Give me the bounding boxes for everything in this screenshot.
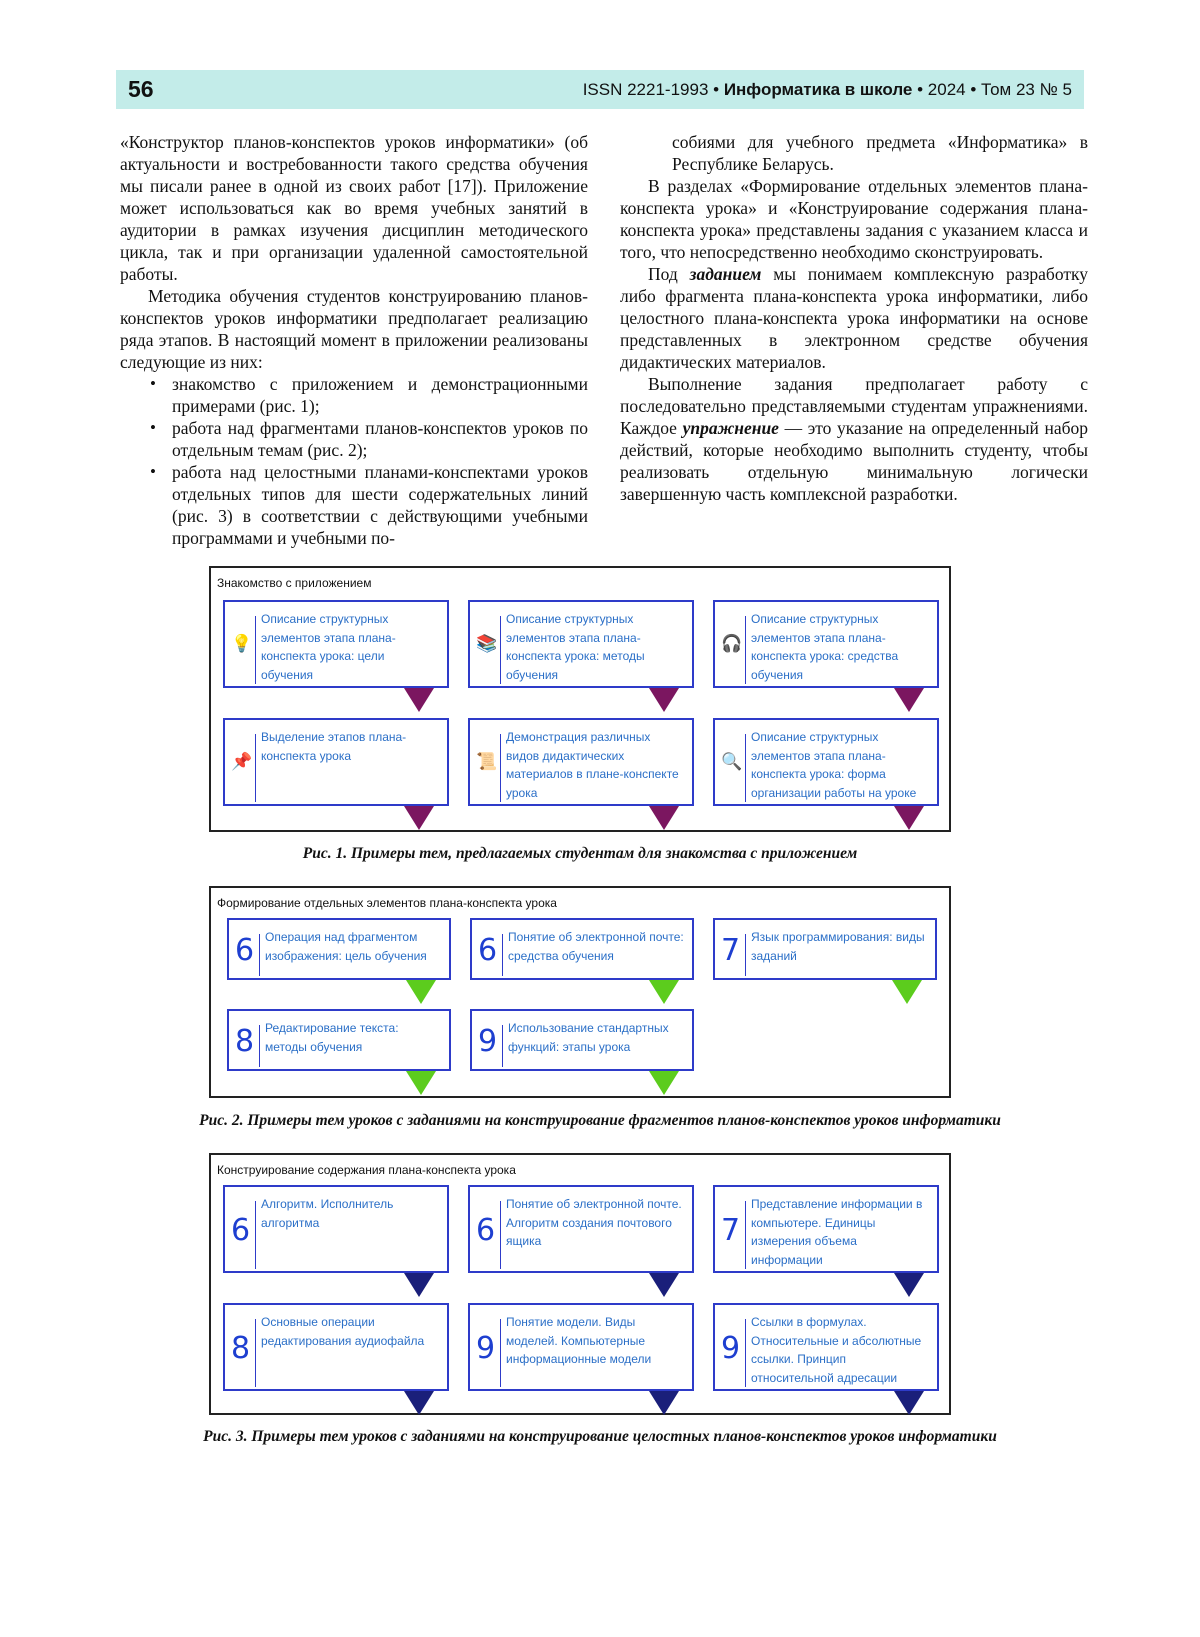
page-number: 56 xyxy=(128,76,154,102)
card-divider xyxy=(255,616,256,684)
expand-triangle-icon[interactable] xyxy=(649,1071,679,1095)
expand-triangle-icon[interactable] xyxy=(404,1273,434,1297)
topic-card[interactable] xyxy=(227,918,451,980)
grade-number: 8 xyxy=(231,1331,251,1366)
expand-triangle-icon[interactable] xyxy=(649,1391,679,1415)
topic-card[interactable] xyxy=(468,718,694,806)
card-divider xyxy=(500,616,501,684)
lightbulb-icon: 💡 xyxy=(231,634,253,653)
expand-triangle-icon[interactable] xyxy=(649,688,679,712)
card-divider xyxy=(745,1201,746,1269)
topic-card[interactable] xyxy=(468,1303,694,1391)
topic-card[interactable] xyxy=(470,918,694,980)
card-divider xyxy=(259,934,260,976)
card-topic-text: Редактирование текста: методы обучения xyxy=(265,1021,399,1054)
expand-triangle-icon[interactable] xyxy=(894,806,924,830)
grade-number: 9 xyxy=(476,1331,496,1366)
figure-1 xyxy=(209,566,951,832)
expand-triangle-icon[interactable] xyxy=(404,806,434,830)
grade-number: 6 xyxy=(478,933,498,968)
list-item: • знакомство с приложением и демонстрационными примерами (рис. 1); xyxy=(172,373,588,417)
headphones-icon: 🎧 xyxy=(721,634,743,653)
topic-card[interactable] xyxy=(713,718,939,806)
list-item: • работа над целостными планами-конспектами уроков отдельных типов для шести содержательных линий (рис. 3) в соответствии с действующими учебными программами и учебными по- xyxy=(172,461,588,549)
card-divider xyxy=(255,1201,256,1269)
page-header xyxy=(116,70,1084,109)
text-run: Выполнение задания предполагает работу с последовательно представляемыми студентам упражнениями. Каждое xyxy=(620,374,1088,438)
topic-card[interactable] xyxy=(468,1185,694,1273)
grade-number: 6 xyxy=(231,1213,251,1248)
issn: ISSN 2221-1993 xyxy=(582,79,709,99)
topic-card[interactable] xyxy=(713,600,939,688)
grade-number: 8 xyxy=(235,1024,255,1059)
topic-card[interactable] xyxy=(223,1303,449,1391)
expand-triangle-icon[interactable] xyxy=(649,980,679,1004)
figure-caption: Рис. 3. Примеры тем уроков с заданиями на конструирование целостных планов-конспектов уроков информатики xyxy=(203,1428,997,1445)
figure-title: Конструирование содержания плана-конспекта урока xyxy=(217,1163,516,1177)
card-topic-text: Основные операции редактирования аудиофайла xyxy=(261,1315,425,1348)
magnifier-icon: 🔍 xyxy=(721,752,743,771)
term-emphasis: упражнение xyxy=(682,418,779,438)
card-topic-text: Операция над фрагментом изображения: цель обучения xyxy=(265,930,427,963)
paragraph: собиями для учебного предмета «Информатика» в Республике Беларусь. xyxy=(672,132,1088,174)
list-item: • работа над фрагментами планов-конспектов уроков по отдельным темам (рис. 2); xyxy=(172,417,588,461)
expand-triangle-icon[interactable] xyxy=(894,1391,924,1415)
text-run: — это указание на определенный набор действий, которые необходимо выполнить студенту, чтобы реализовать отдельную минимальную логически завершенную часть комплексной разработки. xyxy=(620,418,1088,504)
card-divider xyxy=(502,1025,503,1067)
figure-title: Знакомство с приложением xyxy=(217,576,372,590)
card-topic-text: Понятие об электронной почте: средства обучения xyxy=(508,930,684,963)
topic-card[interactable] xyxy=(227,1009,451,1071)
card-topic-text: Описание структурных элементов этапа плана-конспекта урока: средства обучения xyxy=(751,612,899,682)
figure-3 xyxy=(209,1153,951,1415)
card-topic-text: Выделение этапов плана-конспекта урока xyxy=(261,730,407,763)
card-divider xyxy=(255,734,256,802)
card-divider xyxy=(745,734,746,802)
figure-title: Формирование отдельных элементов плана-конспекта урока xyxy=(217,896,557,910)
topic-card[interactable] xyxy=(468,600,694,688)
expand-triangle-icon[interactable] xyxy=(404,688,434,712)
card-topic-text: Описание структурных элементов этапа плана-конспекта урока: форма организации работы на уроке xyxy=(751,730,917,800)
paragraph: В разделах «Формирование отдельных элементов плана-конспекта урока» и «Конструирование содержания плана-конспекта урока» представлены задания с указанием класса и того, что непосредственно необходимо сконструировать. xyxy=(620,176,1088,262)
card-topic-text: Понятие об электронной почте. Алгоритм создания почтового ящика xyxy=(506,1197,682,1248)
card-divider xyxy=(255,1319,256,1387)
card-divider xyxy=(502,934,503,976)
topic-card[interactable] xyxy=(223,1185,449,1273)
topic-card[interactable] xyxy=(713,1303,939,1391)
paragraph: Методика обучения студентов конструированию планов-конспектов уроков информатики предполагает реализацию ряда этапов. В настоящий момент в приложении реализованы следующие из них: xyxy=(120,286,588,372)
figure-caption: Рис. 2. Примеры тем уроков с заданиями на конструирование фрагментов планов-конспектов уроков информатики xyxy=(199,1112,1001,1129)
card-topic-text: Понятие модели. Виды моделей. Компьютерные информационные модели xyxy=(506,1315,652,1366)
card-divider xyxy=(259,1025,260,1067)
grade-number: 6 xyxy=(235,933,255,968)
grade-number: 7 xyxy=(721,1213,741,1248)
pin-icon: 📌 xyxy=(231,752,253,771)
card-divider xyxy=(745,616,746,684)
journal-line: ISSN 2221-1993 • Информатика в школе • 2024 • Том 23 № 5 xyxy=(582,79,1072,99)
left-column xyxy=(120,131,588,549)
card-divider xyxy=(500,1201,501,1269)
journal-volume: Том 23 № 5 xyxy=(981,79,1072,99)
card-topic-text: Язык программирования: виды заданий xyxy=(751,930,925,963)
text-run: мы понимаем комплексную разработку либо фрагмента плана-конспекта урока информатики, либо целостного плана-конспекта урока информатики на основе представленных в электронном средстве обучения дидактических материалов. xyxy=(620,264,1088,372)
card-divider xyxy=(745,1319,746,1387)
expand-triangle-icon[interactable] xyxy=(894,1273,924,1297)
topic-card[interactable] xyxy=(470,1009,694,1071)
expand-triangle-icon[interactable] xyxy=(894,688,924,712)
expand-triangle-icon[interactable] xyxy=(406,980,436,1004)
grade-number: 6 xyxy=(476,1213,496,1248)
expand-triangle-icon[interactable] xyxy=(406,1071,436,1095)
card-topic-text: Описание структурных элементов этапа плана-конспекта урока: цели обучения xyxy=(261,612,396,682)
card-topic-text: Представление информации в компьютере. Единицы измерения объема информации xyxy=(751,1197,923,1267)
paragraph: «Конструктор планов-конспектов уроков информатики» (об актуальности и востребованности такого средства обучения мы писали ранее в одной из своих работ [17]). Приложение может использоваться как во время учебных занятий в аудитории в рамках изучения дисциплин методического цикла, так и при организации удаленной самостоятельной работы. xyxy=(120,132,588,284)
books-icon: 📚 xyxy=(476,634,498,653)
figure-2 xyxy=(209,886,951,1098)
figure-caption: Рис. 1. Примеры тем, предлагаемых студентам для знакомства с приложением xyxy=(302,845,858,862)
card-topic-text: Описание структурных элементов этапа плана-конспекта урока: методы обучения xyxy=(506,612,645,682)
grade-number: 9 xyxy=(721,1331,741,1366)
card-topic-text: Использование стандартных функций: этапы урока xyxy=(508,1021,669,1054)
topic-card[interactable] xyxy=(713,1185,939,1273)
journal-year: 2024 xyxy=(927,79,966,99)
card-divider xyxy=(500,734,501,802)
expand-triangle-icon[interactable] xyxy=(649,806,679,830)
grade-number: 7 xyxy=(721,933,741,968)
card-topic-text: Демонстрация различных видов дидактических материалов в плане-конспекте урока xyxy=(506,730,679,800)
expand-triangle-icon[interactable] xyxy=(404,1391,434,1415)
term-emphasis: заданием xyxy=(689,264,762,284)
card-topic-text: Алгоритм. Исполнитель алгоритма xyxy=(261,1197,394,1230)
right-column xyxy=(620,131,1088,505)
journal-name: Информатика в школе xyxy=(723,79,913,99)
topic-card[interactable] xyxy=(713,918,937,980)
text-run: Под xyxy=(648,264,690,284)
grade-number: 9 xyxy=(478,1024,498,1059)
card-divider xyxy=(745,934,746,976)
topic-card[interactable] xyxy=(223,600,449,688)
card-divider xyxy=(500,1319,501,1387)
expand-triangle-icon[interactable] xyxy=(649,1273,679,1297)
topic-card[interactable] xyxy=(223,718,449,806)
expand-triangle-icon[interactable] xyxy=(892,980,922,1004)
bullet-list xyxy=(120,373,588,549)
card-topic-text: Ссылки в формулах. Относительные и абсолютные ссылки. Принцип относительной адресации xyxy=(751,1315,922,1385)
scroll-icon: 📜 xyxy=(476,752,498,771)
paragraph xyxy=(620,373,1088,505)
paragraph xyxy=(620,263,1088,373)
